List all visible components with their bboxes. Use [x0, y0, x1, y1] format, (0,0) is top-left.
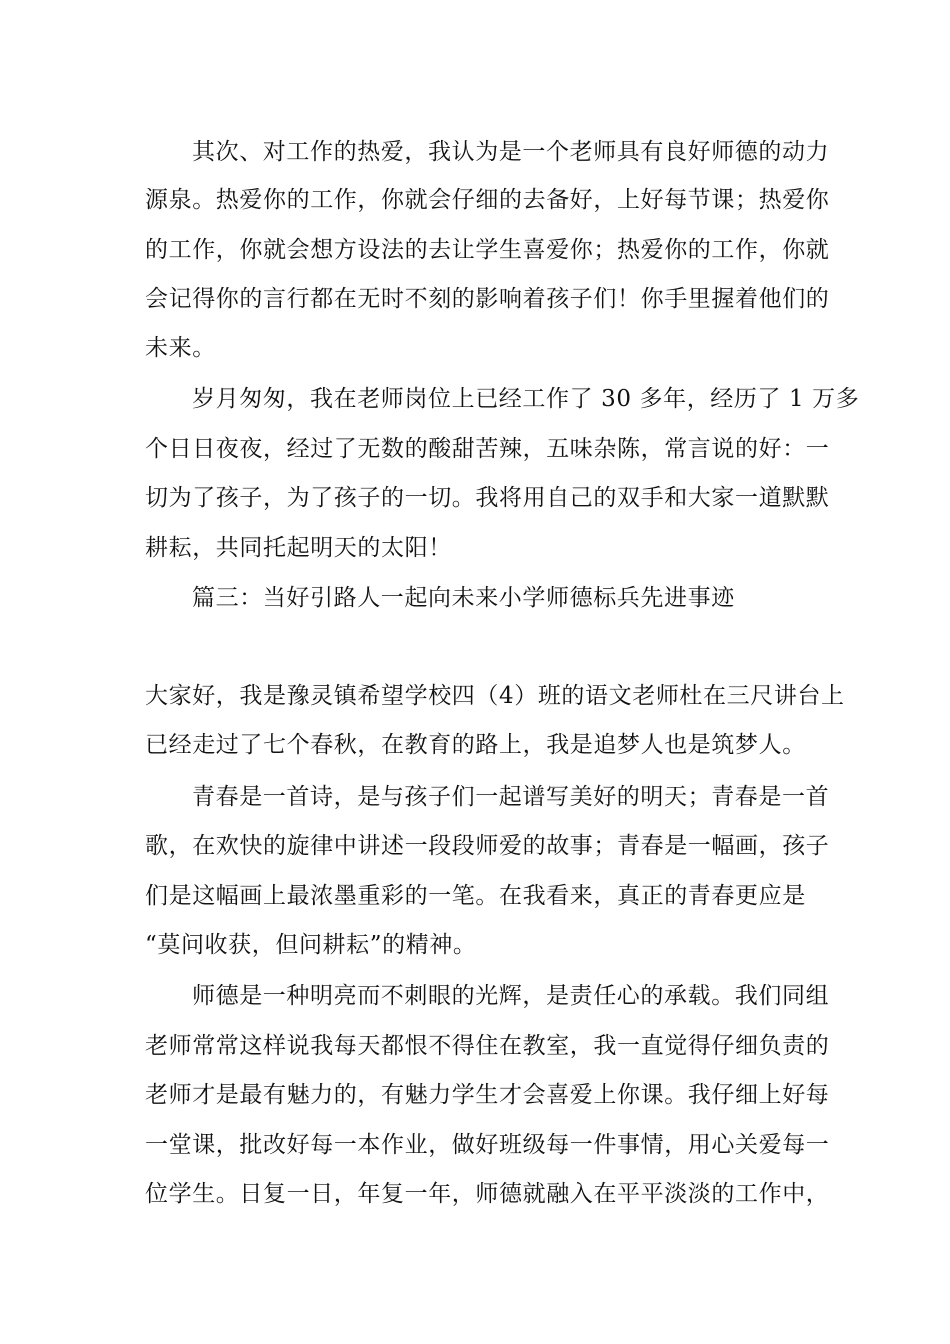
- text-line: 切为了孩子，为了孩子的一切。我将用自己的双手和大家一道默默: [145, 485, 830, 511]
- text-line: 一堂课，批改好每一本作业，做好班级每一件事情，用心关爱每一: [145, 1132, 830, 1158]
- text-line: 个日日夜夜，经过了无数的酸甜苦辣，五味杂陈，常言说的好：一: [145, 436, 830, 462]
- text-line: 老师常常这样说我每天都恨不得住在教室，我一直觉得仔细负责的: [145, 1033, 830, 1059]
- text-line: 青春是一首诗，是与孩子们一起谱写美好的明天；青春是一首: [192, 784, 830, 810]
- text-line: 老师才是最有魅力的，有魅力学生才会喜爱上你课。我仔细上好每: [145, 1082, 830, 1108]
- text-line: 耕耘，共同托起明天的太阳！: [145, 535, 452, 561]
- section-heading: 篇三：当好引路人一起向未来小学师德标兵先进事迹: [192, 585, 735, 611]
- text-line: 会记得你的言行都在无时不刻的影响着孩子们！你手里握着他们的: [145, 286, 830, 312]
- text-line: 位学生。日复一日，年复一年，师德就融入在平平淡淡的工作中，: [145, 1181, 830, 1207]
- text-line: 其次、对工作的热爱，我认为是一个老师具有良好师德的动力: [192, 139, 830, 165]
- text-line: 们是这幅画上最浓墨重彩的一笔。在我看来，真正的青春更应是: [145, 883, 806, 909]
- text-line: 歌，在欢快的旋律中讲述一段段师爱的故事；青春是一幅画，孩子: [145, 833, 830, 859]
- text-line: 已经走过了七个春秋，在教育的路上，我是追梦人也是筑梦人。: [145, 732, 806, 758]
- text-line: 未来。: [145, 335, 216, 361]
- text-line: 源泉。热爱你的工作，你就会仔细的去备好，上好每节课；热爱你: [145, 187, 830, 213]
- text-line: “莫问收获，但问耕耘”的精神。: [145, 932, 477, 958]
- text-line: 大家好，我是豫灵镇希望学校四（4）班的语文老师杜在三尺讲台上: [145, 683, 845, 709]
- text-line: 岁月匆匆，我在老师岗位上已经工作了 30 多年，经历了 1 万多: [192, 386, 860, 412]
- text-line: 的工作，你就会想方设法的去让学生喜爱你；热爱你的工作，你就: [145, 237, 830, 263]
- text-line: 师德是一种明亮而不刺眼的光辉，是责任心的承载。我们同组: [192, 983, 830, 1009]
